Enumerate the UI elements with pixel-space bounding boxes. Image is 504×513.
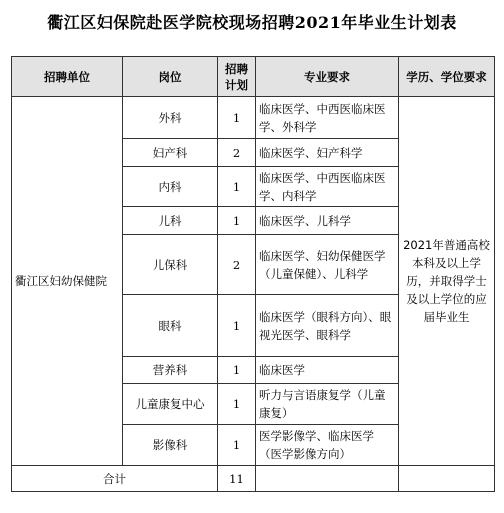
plan-cell: 1: [218, 295, 256, 357]
position-cell: 儿童康复中心: [123, 384, 218, 425]
plan-cell: 1: [218, 357, 256, 384]
major-cell: 临床医学: [256, 357, 399, 384]
major-cell: 临床医学、儿科学: [256, 207, 399, 235]
total-major-empty: [256, 466, 399, 492]
position-cell: 儿保科: [123, 235, 218, 295]
header-unit: 招聘单位: [12, 57, 123, 97]
plan-cell: 2: [218, 235, 256, 295]
major-cell: 临床医学、中西医临床医学、内科学: [256, 167, 399, 207]
position-cell: 营养科: [123, 357, 218, 384]
header-position: 岗位: [123, 57, 218, 97]
recruiting-unit-cell: 衢江区妇幼保健院: [12, 97, 123, 466]
total-plan: 11: [218, 466, 256, 492]
total-label: 合计: [12, 466, 218, 492]
major-cell: 医学影像学、临床医学（医学影像方向）: [256, 425, 399, 466]
position-cell: 外科: [123, 97, 218, 139]
total-row: [12, 466, 495, 492]
position-cell: 内科: [123, 167, 218, 207]
major-cell: 临床医学、妇产科学: [256, 139, 399, 167]
education-requirement-cell: 2021年普通高校本科及以上学历，并取得学士及以上学位的应届毕业生: [399, 97, 495, 466]
position-cell: 眼科: [123, 295, 218, 357]
header-plan: 招聘计划: [218, 57, 256, 97]
plan-cell: 1: [218, 167, 256, 207]
plan-cell: 1: [218, 425, 256, 466]
plan-cell: 2: [218, 139, 256, 167]
header-education: 学历、学位要求: [399, 57, 495, 97]
plan-cell: 1: [218, 97, 256, 139]
major-cell: 临床医学、中西医临床医学、外科学: [256, 97, 399, 139]
position-cell: 儿科: [123, 207, 218, 235]
header-major: 专业要求: [256, 57, 399, 97]
major-cell: 临床医学（眼科方向）、眼视光医学、眼科学: [256, 295, 399, 357]
page-title: 衢江区妇保院赴医学院校现场招聘2021年毕业生计划表: [47, 13, 457, 32]
plan-cell: 1: [218, 384, 256, 425]
major-cell: 听力与言语康复学（儿童康复）: [256, 384, 399, 425]
position-cell: 影像科: [123, 425, 218, 466]
total-education-empty: [399, 466, 495, 492]
table-header-row: [12, 57, 495, 97]
plan-cell: 1: [218, 207, 256, 235]
position-cell: 妇产科: [123, 139, 218, 167]
recruitment-plan-table: [11, 56, 495, 492]
major-cell: 临床医学、妇幼保健医学（儿童保健）、儿科学: [256, 235, 399, 295]
table-row: [12, 97, 495, 139]
